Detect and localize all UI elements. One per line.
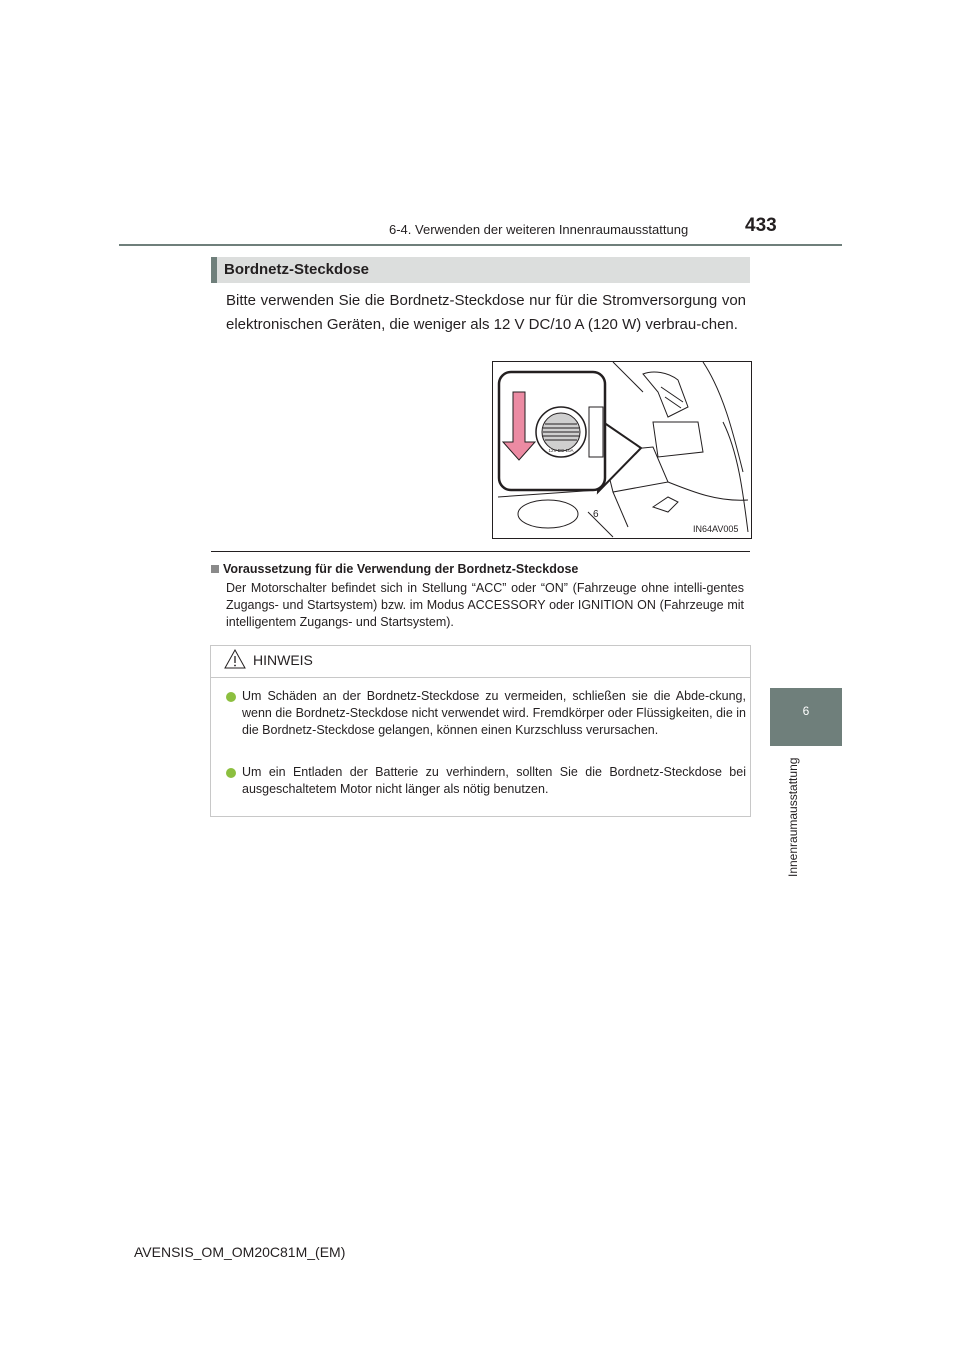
square-bullet-icon xyxy=(211,565,219,573)
bullet-dot-icon xyxy=(226,692,236,702)
document-code: AVENSIS_OM_OM20C81M_(EM) xyxy=(134,1244,346,1260)
console-mark: 6 xyxy=(593,509,599,520)
notice-item xyxy=(226,688,746,739)
power-outlet-illustration xyxy=(492,361,752,539)
notice-item-text: Um ein Entladen der Batterie zu verhindern, sollten Sie die Bordnetz-Steckdose bei ausgeschaltetem Motor nicht länger als nötig benutzen. xyxy=(242,765,746,796)
heading-accent xyxy=(211,257,217,283)
page-number: 433 xyxy=(745,215,777,236)
illustration-code: IN64AV005 xyxy=(693,524,739,534)
section-title: 6-4. Verwenden der weiteren Innenraumausstattung xyxy=(389,222,689,237)
section-heading: Bordnetz-Steckdose xyxy=(224,261,370,278)
header-divider xyxy=(119,244,842,246)
illustration-drawing xyxy=(493,362,751,538)
notice-divider xyxy=(211,677,750,678)
requirement-body: Der Motorschalter befindet sich in Stellung “ACC” oder “ON” (Fahrzeuge ohne intelli-gentes Zugangs- und Startsystem) bzw. im Modus ACCESSORY oder IGNITION ON (Fahrzeuge mit intelligentem Zugangs- und Startsystem). xyxy=(226,581,744,629)
requirement-heading xyxy=(211,562,578,576)
requirement-heading-text: Voraussetzung für die Verwendung der Bordnetz-Steckdose xyxy=(223,562,579,576)
notice-item xyxy=(226,764,746,798)
bullet-dot-icon xyxy=(226,768,236,778)
notice-title: HINWEIS xyxy=(253,652,313,668)
warning-triangle-icon xyxy=(224,649,246,669)
section-divider xyxy=(211,551,750,552)
chapter-number: 6 xyxy=(802,704,810,718)
intro-paragraph: Bitte verwenden Sie die Bordnetz-Steckdose nur für die Stromversorgung von elektronischen Geräten, die weniger als 12 V DC/10 A (120 W) verbrau-chen. xyxy=(226,292,746,333)
notice-item-text: Um Schäden an der Bordnetz-Steckdose zu vermeiden, schließen sie die Abde-ckung, wenn die Bordnetz-Steckdose nicht verwendet wird. Fremdkörper oder Flüssigkeiten, die in die Bordnetz-Steckdose gelangen, können einen Kurzschluss verursachen. xyxy=(242,689,746,737)
chapter-label-container xyxy=(786,758,806,898)
chapter-label: Innenraumausstattung xyxy=(786,758,800,878)
cap-label: 12V DC 10A xyxy=(548,448,574,453)
